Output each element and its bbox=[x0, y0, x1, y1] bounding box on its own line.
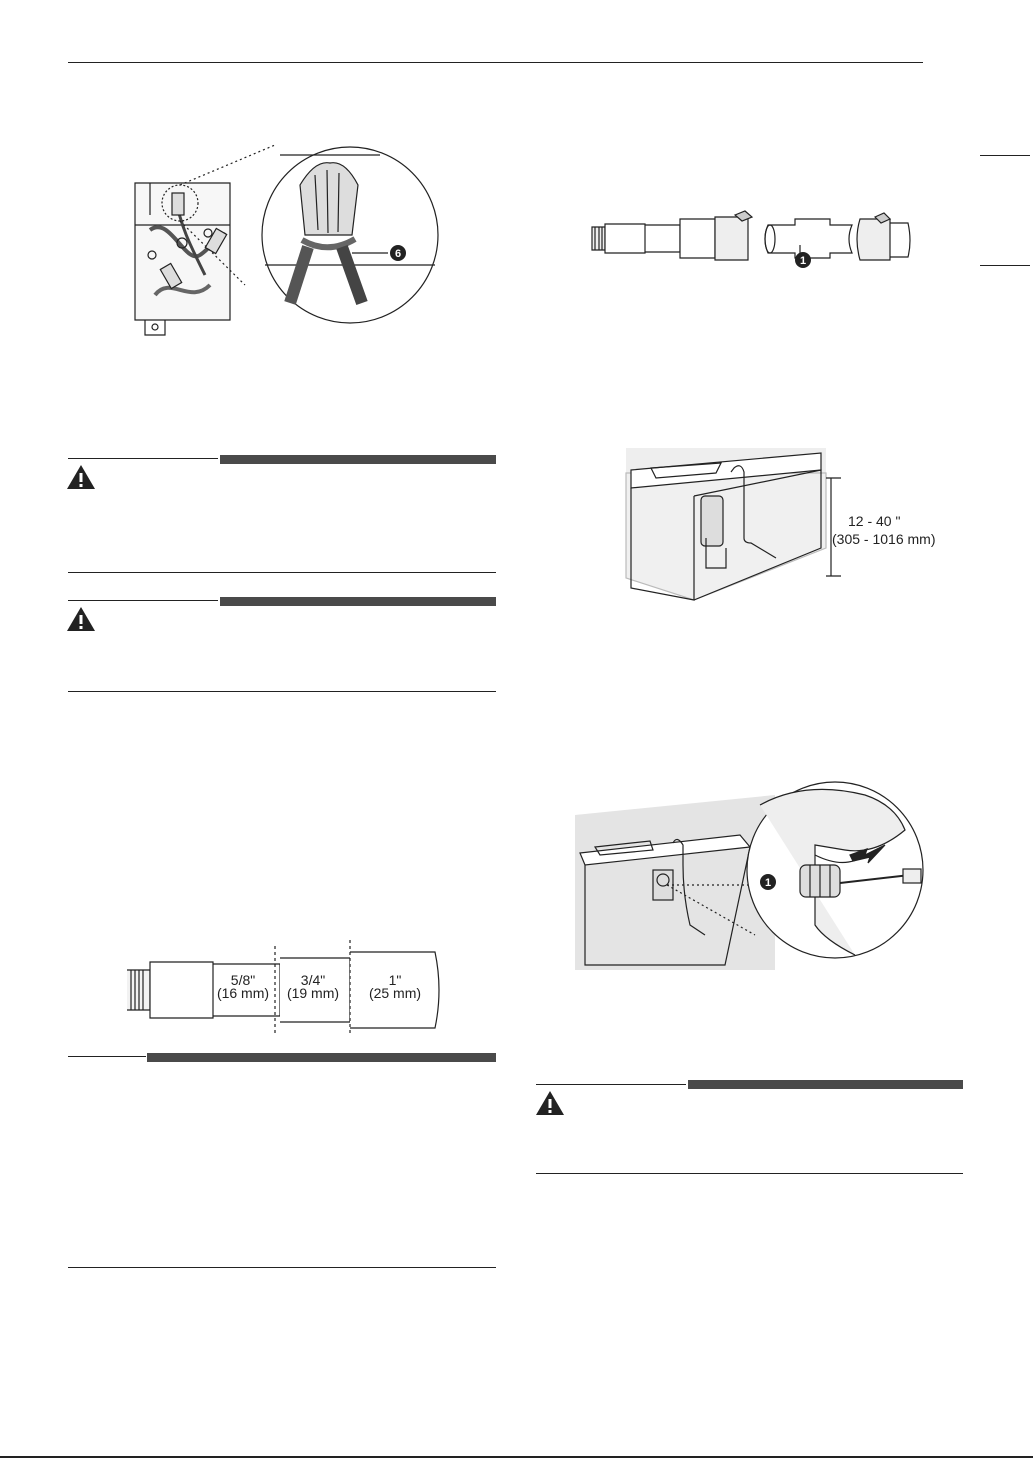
warning-1-bottom-line bbox=[68, 572, 496, 573]
warning-2-bar bbox=[220, 597, 496, 606]
height-range-mm: (305 - 1016 mm) bbox=[832, 531, 936, 547]
warning-2-bottom-line bbox=[68, 691, 496, 692]
size-1-mm: (16 mm) bbox=[216, 985, 270, 1001]
side-tab-line-bottom bbox=[980, 265, 1030, 266]
warning-2-top-line bbox=[68, 600, 218, 601]
hose-sizes-figure bbox=[125, 940, 450, 1035]
callout-1-connector-label: 1 bbox=[799, 255, 807, 267]
size-2-mm: (19 mm) bbox=[286, 985, 340, 1001]
hose-connector-figure bbox=[590, 205, 920, 275]
warning-3-top-line bbox=[536, 1084, 686, 1085]
size-2-inches: 3/4" bbox=[300, 972, 326, 988]
warning-3-bottom-line bbox=[536, 1173, 963, 1174]
warning-icon bbox=[535, 1090, 565, 1116]
side-tab-line-top bbox=[980, 155, 1030, 156]
size-1-inches: 5/8" bbox=[230, 972, 256, 988]
note-bar bbox=[147, 1053, 496, 1062]
footer-rule bbox=[0, 1456, 1033, 1458]
size-3-inches: 1" bbox=[388, 972, 402, 988]
sink-height-figure bbox=[626, 448, 936, 603]
warning-1-top-line bbox=[68, 458, 218, 459]
callout-6-label: 6 bbox=[394, 248, 402, 260]
warning-icon bbox=[66, 606, 96, 632]
junction-box-figure bbox=[130, 135, 440, 335]
warning-1-bar bbox=[220, 455, 496, 464]
header-rule bbox=[68, 62, 923, 63]
disposer-plug-figure bbox=[575, 775, 925, 980]
warning-3-bar bbox=[688, 1080, 963, 1089]
warning-icon bbox=[66, 464, 96, 490]
size-3-mm: (25 mm) bbox=[368, 985, 422, 1001]
callout-1-plug-label: 1 bbox=[764, 877, 772, 889]
note-top-line bbox=[68, 1056, 146, 1057]
note-bottom-line bbox=[68, 1267, 496, 1268]
height-range-inches: 12 - 40 " bbox=[848, 513, 901, 529]
